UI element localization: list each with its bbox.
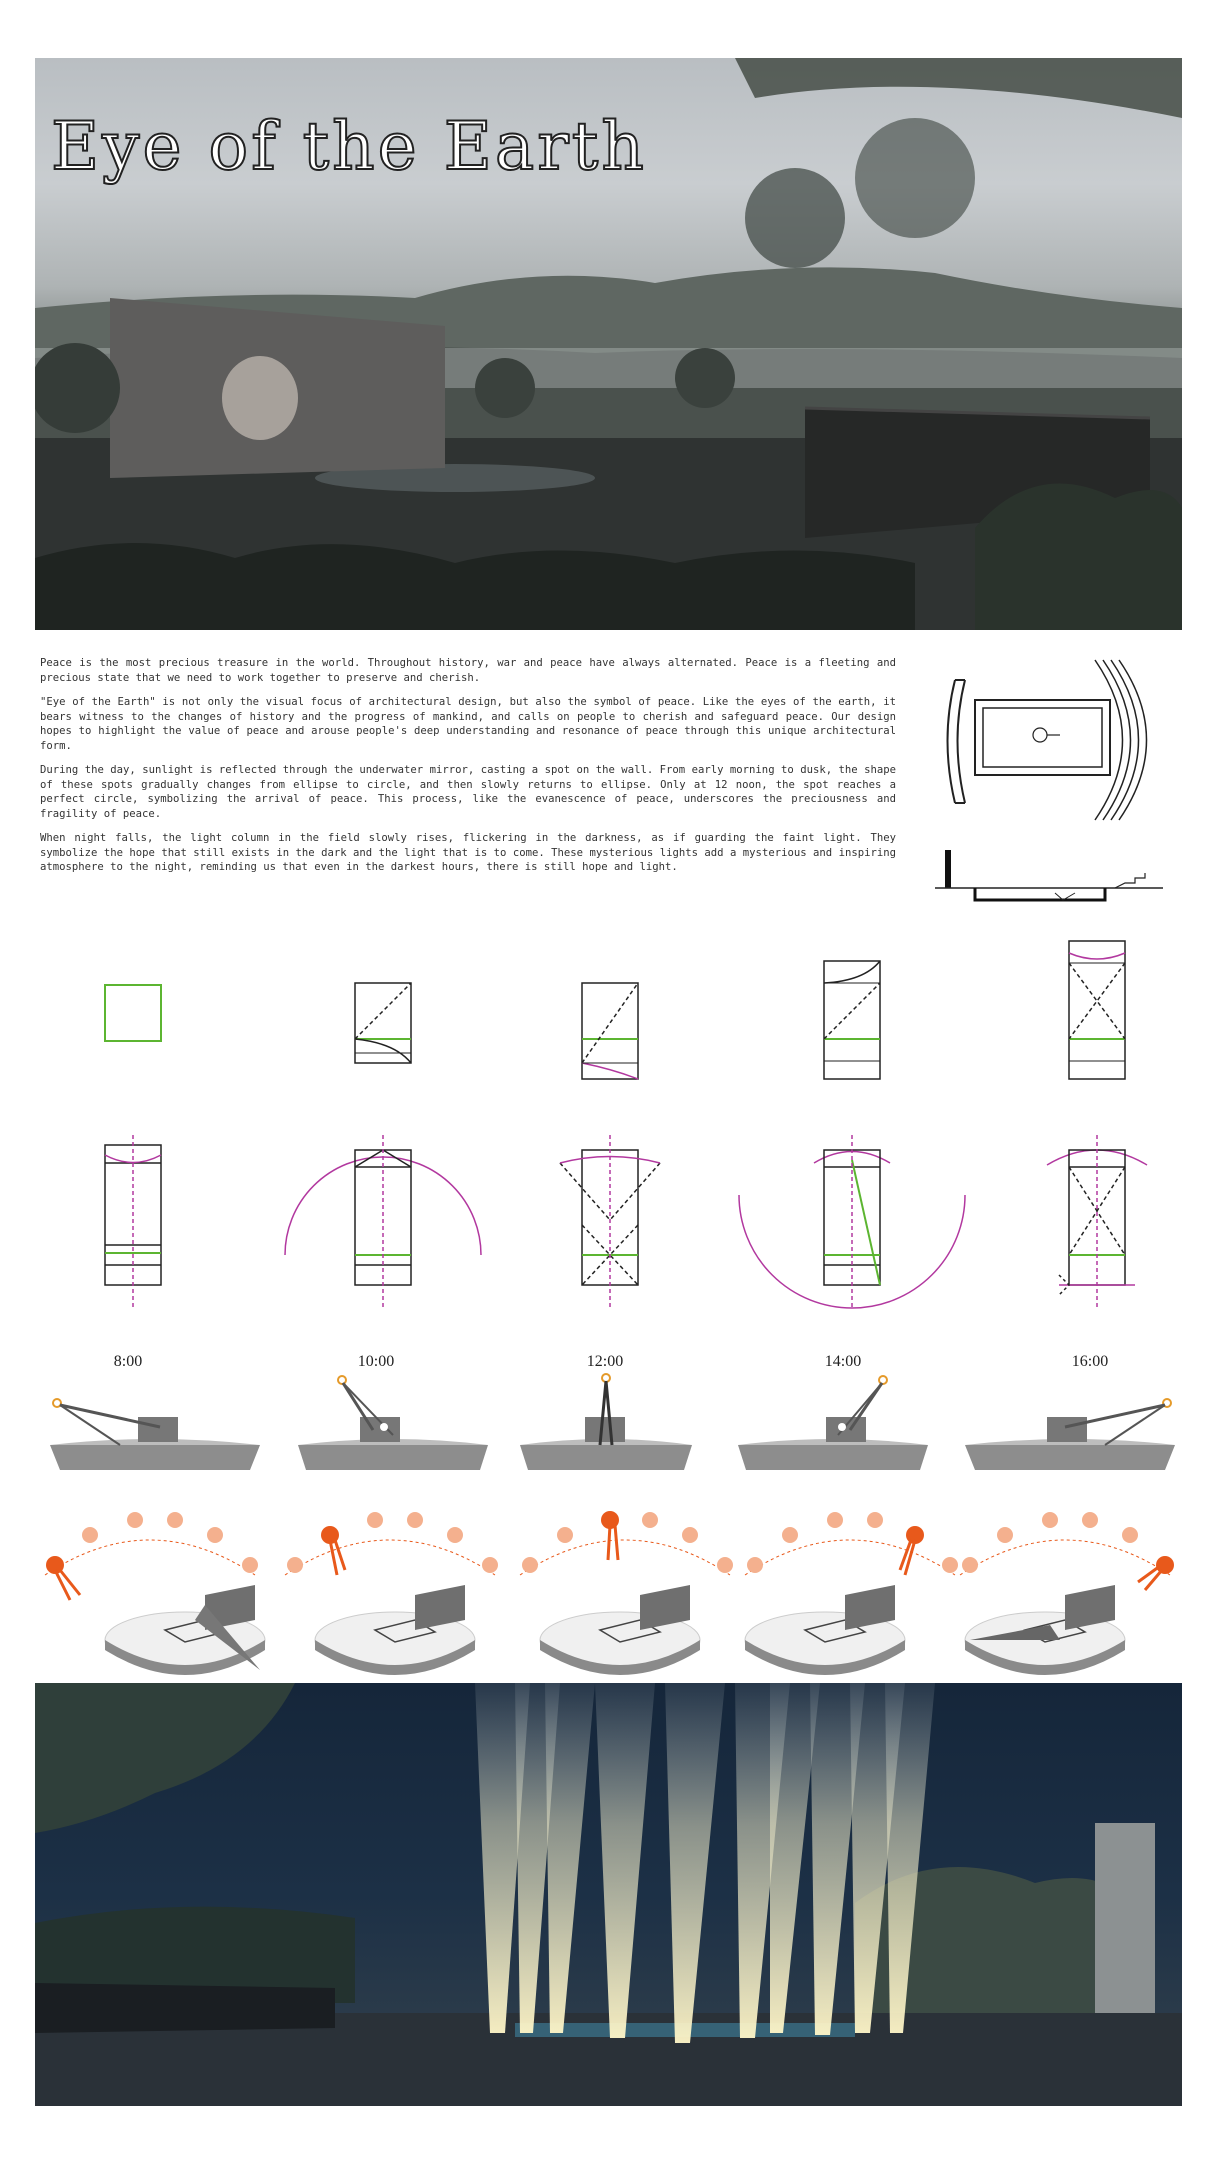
geometry-derivation-row-2 (35, 1130, 1182, 1310)
hero-render (35, 58, 1182, 630)
time-label-1200: 12:00 (586, 1353, 624, 1370)
night-render (35, 1683, 1182, 2106)
sun-path-axonometric-row (35, 1500, 1182, 1670)
essay-text (40, 656, 896, 885)
night-light-columns-illustration (35, 1683, 1182, 2106)
site-plan-diagram (935, 655, 1175, 905)
time-label-1400: 14:00 (824, 1353, 862, 1370)
time-label-1000: 10:00 (357, 1353, 395, 1370)
essay-paragraph: When night falls, the light column in the field slowly rises, flickering in the darkness, as if guarding the faint light. They symbolize the hope that still exists in the dark and the light that is to come. These mysterious lights add a mysterious and inspiring atmosphere to the night, reminding us that even in the darkest hours, there is still hope and light. (40, 832, 896, 873)
sun-angle-section-row (35, 1375, 1182, 1475)
time-label-0800: 8:00 (113, 1353, 143, 1370)
geometry-derivation-row-1 (35, 935, 1182, 1085)
time-label-1600: 16:00 (1071, 1353, 1109, 1370)
essay-paragraph: Peace is the most precious treasure in the world. Throughout history, war and peace have always alternated. Peace is a fleeting and precious state that we need to work together to preserve and cherish. (40, 657, 896, 684)
page-title: Eye of the Earth (51, 108, 647, 185)
essay-paragraph: During the day, sunlight is reflected through the underwater mirror, casting a spot on the wall. From early morning to dusk, the shape of these spots gradually changes from ellipse to circle, and then slowly returns to ellipse. Only at 12 noon, the spot reaches a perfect circle, symbolizing the arrival of peace. This process, like the evanescence of peace, underscores the preciousness and fragility of peace. (40, 764, 896, 820)
essay-paragraph: "Eye of the Earth" is not only the visual focus of architectural design, but also the symbol of peace. Like the eyes of the earth, it bears witness to the changes of history and the progress of mankind, and calls on people to cherish and safeguard peace. Our design hopes to highlight the value of peace and arouse people's deep understanding and resonance of peace through this unique architectural form. (40, 696, 896, 752)
